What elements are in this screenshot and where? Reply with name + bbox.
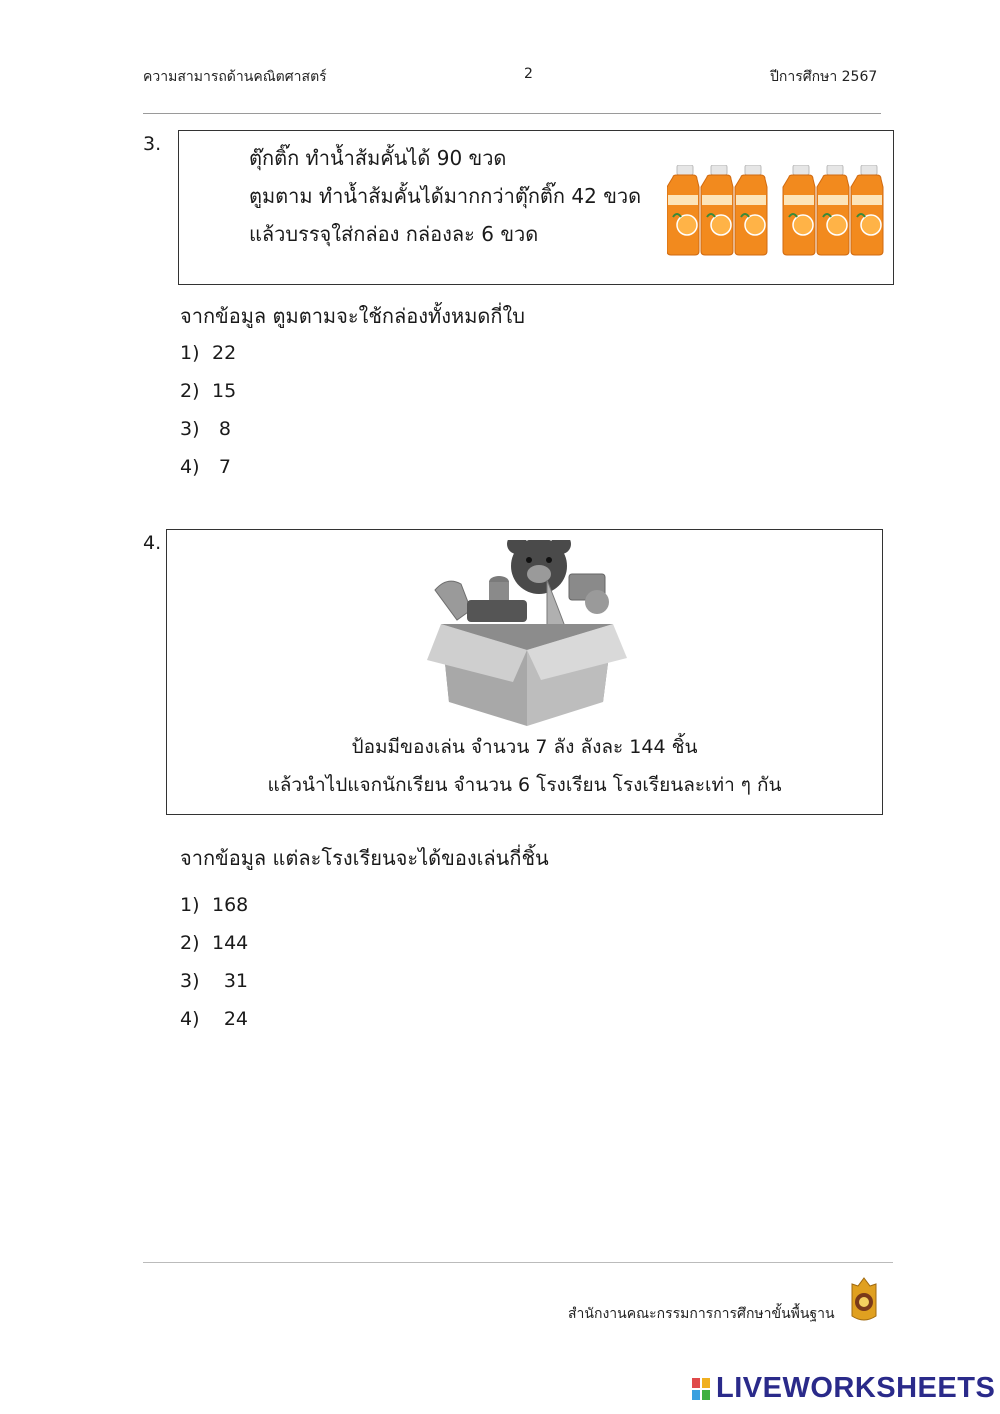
story-line: ป้อมมีของเล่น จำนวน 7 ลัง ลังละ 144 ชิ้น [351, 736, 698, 758]
story-line: ตูมตาม ทำน้ำส้มคั้นได้มากกว่าตุ๊กติ๊ก 42 ขวด [249, 184, 642, 208]
header-divider [143, 113, 881, 114]
option-value: 31 [223, 970, 248, 992]
option-number: 2) [180, 932, 200, 954]
header-year: ปีการศึกษา 2567 [770, 69, 878, 85]
story-line: ตุ๊กติ๊ก ทำน้ำส้มคั้นได้ 90 ขวด [249, 146, 507, 170]
question-4-option-1[interactable] [180, 890, 248, 920]
question-3-option-3[interactable] [180, 414, 231, 444]
question-4-option-2[interactable] [180, 928, 248, 958]
page-number: 2 [524, 66, 533, 82]
option-value: 8 [218, 418, 231, 440]
question-3-option-2[interactable] [180, 376, 236, 406]
question-3-option-1[interactable] [180, 338, 236, 368]
option-number: 2) [180, 380, 200, 402]
question-3-story [249, 139, 641, 253]
option-number: 4) [180, 1008, 200, 1030]
question-3-number: 3. [143, 133, 162, 155]
question-4-option-4[interactable] [180, 1004, 248, 1034]
option-value: 22 [212, 342, 237, 364]
option-value: 144 [212, 932, 249, 954]
story-line: แล้วบรรจุใส่กล่อง กล่องละ 6 ขวด [249, 222, 539, 246]
option-value: 168 [212, 894, 249, 916]
liveworksheets-brand: LIVEWORKSHEETS [716, 1372, 996, 1404]
question-4-number: 4. [143, 532, 162, 554]
option-value: 24 [223, 1008, 248, 1030]
question-4-story [167, 728, 882, 804]
option-value: 15 [212, 380, 237, 402]
footer-divider [143, 1262, 893, 1263]
question-3-prompt: จากข้อมูล ตูมตามจะใช้กล่องทั้งหมดกี่ใบ [180, 304, 525, 328]
juice-bottles-image [667, 165, 887, 257]
question-3-option-4[interactable] [180, 452, 231, 482]
question-4-story-box [166, 529, 883, 815]
option-number: 1) [180, 894, 200, 916]
question-3-story-box [178, 130, 894, 285]
question-4-prompt: จากข้อมูล แต่ละโรงเรียนจะได้ของเล่นกี่ชิ้น [180, 846, 549, 870]
toy-box-image [427, 540, 627, 726]
obec-emblem-icon [846, 1276, 882, 1324]
option-value: 7 [218, 456, 231, 478]
option-number: 4) [180, 456, 200, 478]
question-4-option-3[interactable] [180, 966, 248, 996]
option-number: 1) [180, 342, 200, 364]
option-number: 3) [180, 970, 200, 992]
header-subject: ความสามารถด้านคณิตศาสตร์ [143, 69, 327, 85]
option-number: 3) [180, 418, 200, 440]
footer-office: สำนักงานคณะกรรมการการศึกษาขั้นพื้นฐาน [568, 1306, 835, 1322]
story-line: แล้วนำไปแจกนักเรียน จำนวน 6 โรงเรียน โรงเรียนละเท่า ๆ กัน [267, 774, 782, 796]
